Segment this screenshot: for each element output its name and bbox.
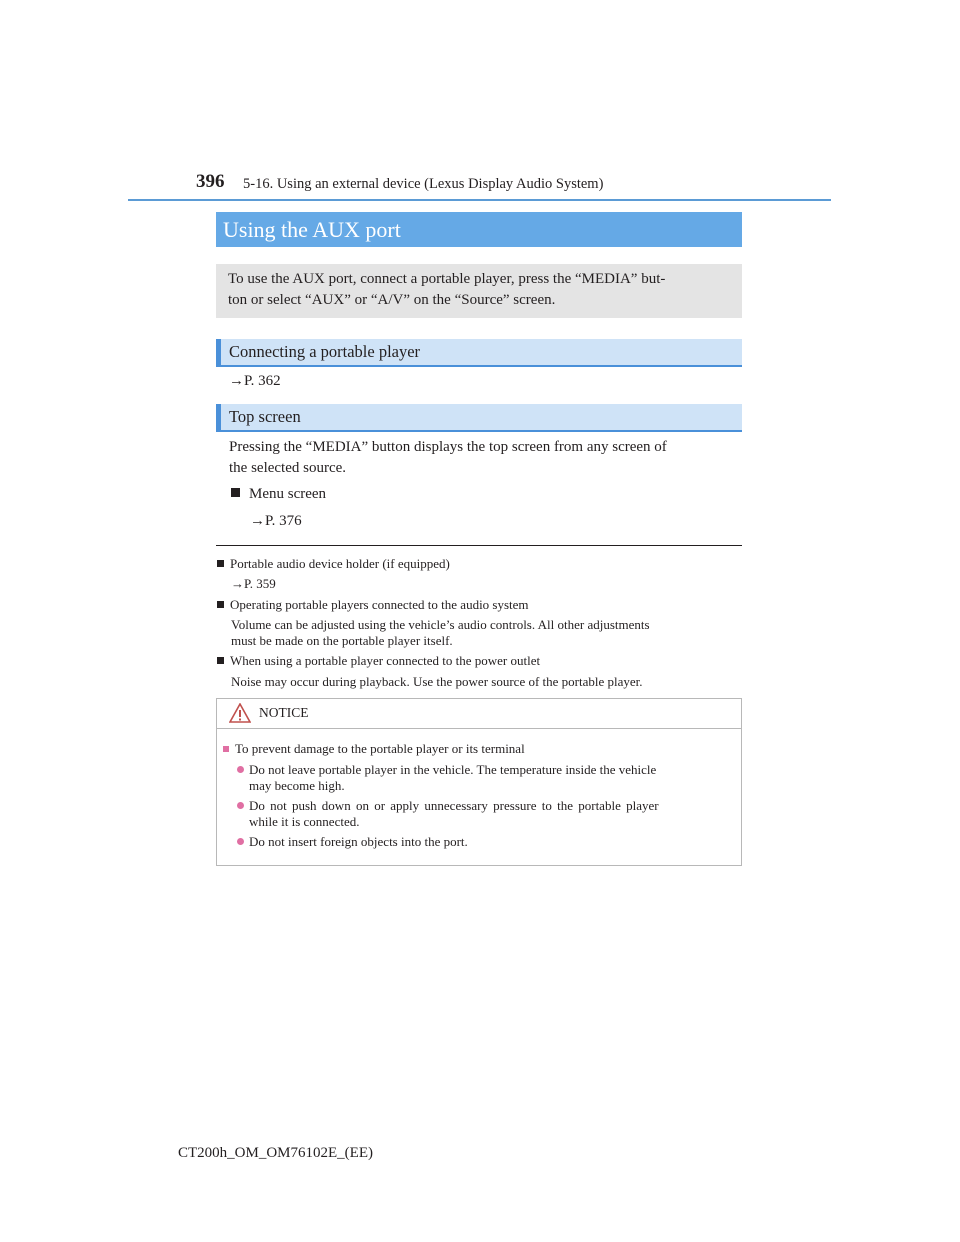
menu-screen-label: Menu screen: [249, 486, 327, 502]
notice-bullet-3-text: Do not insert foreign objects into the port.: [249, 834, 468, 849]
note-holder-title: [217, 556, 450, 572]
dot-bullet-icon: [237, 802, 244, 809]
dot-bullet-icon: [237, 838, 244, 845]
notice-bullet-1-line-2: may become high.: [249, 778, 345, 793]
notice-bullet-3: [237, 834, 468, 849]
notice-bullet-2: [237, 798, 737, 813]
note-power-body: Noise may occur during playback. Use the power source of the portable player.: [231, 674, 643, 689]
notice-title: [223, 741, 525, 756]
square-bullet-icon: [217, 601, 224, 608]
header-divider: [128, 199, 831, 201]
document-code: CT200h_OM_OM76102E_(EE): [178, 1145, 373, 1161]
intro-box: [216, 264, 742, 318]
square-bullet-icon: [223, 746, 229, 752]
page-ref-362[interactable]: →P. 362: [229, 373, 281, 389]
notice-label: NOTICE: [259, 705, 309, 720]
note-operating-title-text: Operating portable players connected to the audio system: [230, 597, 529, 612]
square-bullet-icon: [217, 657, 224, 664]
warning-triangle-icon: [229, 703, 251, 723]
notice-bullet-2-line-1: Do not push down on or apply unnecessary pressure to the portable player: [249, 798, 659, 813]
note-operating-title: [217, 597, 529, 613]
page-ref-376[interactable]: →P. 376: [250, 513, 302, 529]
notice-bullet-2-line-2: while it is connected.: [249, 814, 360, 829]
page-ref-359[interactable]: →P. 359: [231, 576, 276, 591]
square-bullet-icon: [231, 488, 240, 497]
note-power-title-text: When using a portable player connected to the power outlet: [230, 653, 541, 668]
page-number: 396: [196, 171, 225, 192]
note-operating-body-2: must be made on the portable player itself.: [231, 633, 453, 648]
section-title: 5-16. Using an external device (Lexus Display Audio System): [243, 176, 604, 192]
notice-title-text: To prevent damage to the portable player or its terminal: [235, 741, 525, 756]
section-heading-connecting: Connecting a portable player: [216, 339, 742, 365]
note-power-title: [217, 653, 540, 669]
note-operating-body-1: Volume can be adjusted using the vehicle’s audio controls. All other adjustments: [231, 617, 650, 632]
dot-bullet-icon: [237, 766, 244, 773]
intro-line-2: ton or select “AUX” or “A/V” on the “Source” screen.: [228, 292, 556, 308]
square-bullet-icon: [217, 560, 224, 567]
top-screen-body-line-1: Pressing the “MEDIA” button displays the top screen from any screen of: [229, 439, 667, 455]
notice-bullet-1-line-1: Do not leave portable player in the vehicle. The temperature inside the vehicle: [249, 762, 657, 777]
notice-header: [217, 699, 741, 729]
notice-box: [216, 698, 742, 866]
notice-bullet-1: [237, 762, 656, 777]
page-title: Using the AUX port: [216, 212, 742, 247]
top-screen-body: [229, 437, 741, 479]
notes-divider: [216, 545, 742, 546]
section-heading-top-screen: Top screen: [216, 404, 742, 430]
intro-line-1: To use the AUX port, connect a portable player, press the “MEDIA” but-: [228, 271, 666, 287]
top-screen-body-line-2: the selected source.: [229, 460, 347, 476]
menu-screen-item: [231, 484, 326, 505]
note-holder-title-text: Portable audio device holder (if equipped): [230, 556, 450, 571]
